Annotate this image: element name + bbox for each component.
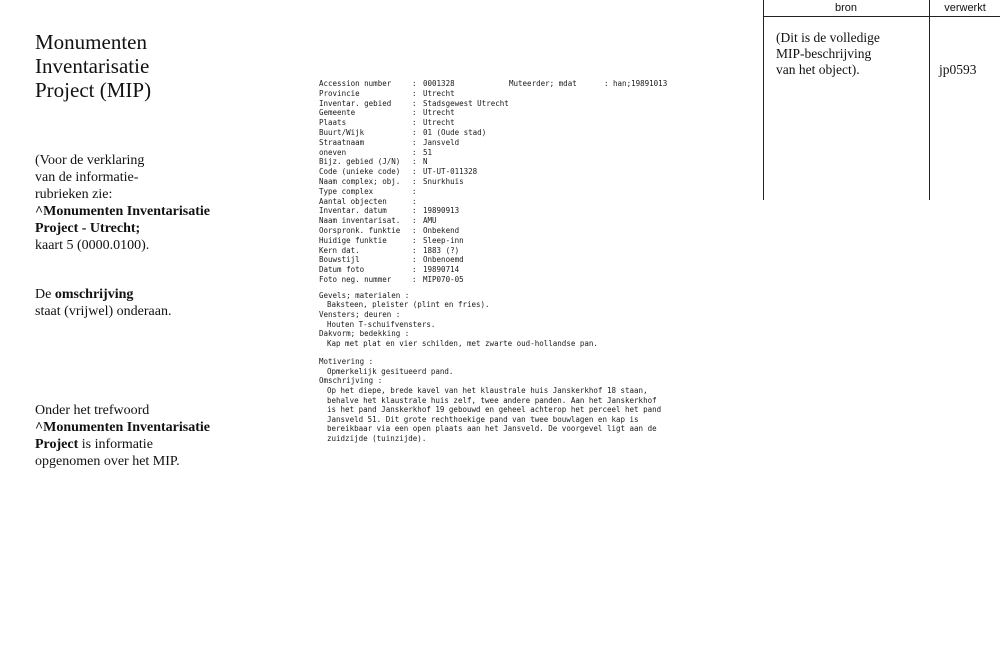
source-box: [763, 0, 1000, 200]
record-row: Kern dat. : 1883 (?): [319, 245, 460, 255]
title-line: Inventarisatie: [35, 54, 150, 78]
record-row: Plaats : Utrecht: [319, 118, 455, 128]
record-row: Foto neg. nummer : MIP070-05: [319, 274, 464, 284]
description-note: [35, 286, 265, 320]
record-row: Huidige funktie : Sleep-inn: [319, 235, 464, 245]
field-value: 19890714: [423, 265, 460, 275]
box-header-line: [763, 16, 1000, 17]
record-row: Inventar. gebied : Stadsgewest Utrecht: [319, 98, 509, 108]
field-label: Aantal objecten: [319, 196, 387, 206]
field-value: AMU: [423, 216, 437, 226]
field-label: Huidige funktie: [319, 235, 387, 245]
field-value: 01 (Oude stad): [423, 127, 487, 137]
field-value: MIP070-05: [423, 274, 464, 284]
keyword-note: [35, 402, 265, 470]
vensters-label: Vensters; deuren :: [319, 309, 401, 319]
record-row: Buurt/Wijk : 01 (Oude stad): [319, 127, 487, 137]
record-row: Gemeente : Utrecht: [319, 108, 455, 118]
record-row: Provincie : Utrecht: [319, 88, 455, 98]
field-label: Inventar. datum: [319, 206, 387, 216]
mutator-label: Muteerder; mdat: [509, 79, 577, 88]
dak-text: Kap met plat en vier schilden, met zwarte oud-hollandse pan.: [327, 338, 598, 348]
record-row: Bijz. gebied (J/N) : N: [319, 157, 428, 167]
box-divider: [929, 0, 930, 200]
field-value: N: [423, 157, 428, 167]
record-row: Type complex :: [319, 186, 417, 196]
omschrijving-line: Op het diepe, brede kavel van het klaustrale huis Janskerkhof 18 staan,: [327, 386, 648, 396]
record-row: Straatnaam : Jansveld: [319, 137, 460, 147]
field-label: Buurt/Wijk: [319, 127, 365, 137]
field-value: 0001328: [423, 79, 455, 88]
note-line: van de informatie-: [35, 170, 139, 185]
verwerkt-header: verwerkt: [944, 2, 986, 14]
field-label: Foto neg. nummer: [319, 274, 392, 284]
note-line: (Voor de verklaring: [35, 153, 145, 168]
field-label: Naam inventarisat.: [319, 216, 401, 226]
field-label: Naam complex; obj.: [319, 176, 401, 186]
bron-line: (Dit is de volledige: [776, 30, 880, 45]
field-label: Oorspronk. funktie: [319, 225, 401, 235]
field-value: 1883 (?): [423, 245, 460, 255]
record-row: Aantal objecten :: [319, 196, 417, 206]
field-value: Onbekend: [423, 225, 460, 235]
field-label: Type complex: [319, 186, 374, 196]
field-value: 51: [423, 147, 433, 157]
field-value: Jansveld: [423, 137, 460, 147]
field-label: Straatnaam: [319, 137, 365, 147]
field-label: Bijz. gebied (J/N): [319, 157, 401, 167]
verwerkt-value: jp0593: [939, 62, 977, 77]
title-line: Project (MIP): [35, 78, 152, 102]
field-value: Utrecht: [423, 88, 455, 98]
record-row: oneven : 51: [319, 147, 433, 157]
record-row: Code (unieke code) : UT-UT-011328: [319, 167, 478, 177]
field-value: Utrecht: [423, 118, 455, 128]
bron-text: [776, 30, 926, 78]
field-label: Datum foto: [319, 265, 365, 275]
field-value: UT-UT-011328: [423, 167, 478, 177]
title-line: Monumenten: [35, 30, 147, 54]
field-label: Kern dat.: [319, 245, 360, 255]
field-value: Onbenoemd: [423, 255, 464, 265]
page-title: [35, 30, 265, 102]
gevels-label: Gevels; materialen :: [319, 290, 410, 300]
note-line: rubrieken zie:: [35, 187, 113, 202]
omschrijving-line: behalve het klaustrale huis zelf, twee andere panden. Aan het Janskerkhof: [327, 395, 657, 405]
omschrijving-line: Jansveld 51. Dit grote rechthoekige pand van twee bouwlagen en kap is: [327, 414, 639, 424]
field-value: Stadsgewest Utrecht: [423, 98, 509, 108]
explanation-note: [35, 152, 265, 254]
bron-header: bron: [834, 2, 858, 14]
gevels-text: Baksteen, pleister (plint en fries).: [327, 300, 490, 310]
field-label: Provincie: [319, 88, 360, 98]
note-link[interactable]: ^Monumenten Inventarisatie: [35, 420, 210, 435]
field-label: Accession number: [319, 79, 392, 88]
box-border-left: [763, 0, 764, 200]
omschrijving-line: bereikbaar via een open plaats aan het Jansveld. De voorgevel ligt aan de: [327, 424, 657, 434]
field-value: Utrecht: [423, 108, 455, 118]
record-card: [319, 79, 739, 444]
record-row: Bouwstijl : Onbenoemd: [319, 255, 464, 265]
field-value: 19890913: [423, 206, 460, 216]
mutator-value: : han;19891013: [604, 79, 668, 88]
note-line: Project is informatie: [35, 437, 153, 452]
note-line: kaart 5 (0000.0100).: [35, 238, 150, 253]
left-column: [35, 30, 265, 469]
record-row: Inventar. datum : 19890913: [319, 206, 460, 216]
note-line: De omschrijving: [35, 287, 134, 302]
vensters-text: Houten T-schuifvensters.: [327, 319, 436, 329]
omschrijving-line: zuidzijde (tuinzijde).: [327, 434, 427, 444]
record-fields: [319, 89, 739, 285]
field-label: Inventar. gebied: [319, 98, 392, 108]
field-label: Gemeente: [319, 108, 356, 118]
note-link[interactable]: ^Monumenten Inventarisatie: [35, 204, 210, 219]
note-link[interactable]: Project - Utrecht;: [35, 221, 141, 236]
record-row: Naam inventarisat. : AMU: [319, 216, 437, 226]
motivering-label: Motivering :: [319, 357, 374, 367]
field-label: Bouwstijl: [319, 255, 360, 265]
record-row: Naam complex; obj. : Snurkhuis: [319, 176, 464, 186]
note-line: opgenomen over het MIP.: [35, 454, 180, 469]
motivering-text: Opmerkelijk gesitueerd pand.: [327, 366, 454, 376]
field-label: Plaats: [319, 118, 347, 128]
omschrijving-label: Omschrijving :: [319, 376, 383, 386]
record-row: Datum foto : 19890714: [319, 265, 460, 275]
field-label: Code (unieke code): [319, 167, 401, 177]
field-label: oneven: [319, 147, 347, 157]
omschrijving-line: is het pand Janskerkhof 19 gebouwd en geheel achterop het perceel het pand: [327, 405, 662, 415]
field-value: Snurkhuis: [423, 176, 464, 186]
record-row-accession: Accession number : 0001328 Muteerder; mdat : han;19891013: [319, 79, 668, 88]
dak-label: Dakvorm; bedekking :: [319, 329, 410, 339]
note-line: Onder het trefwoord: [35, 403, 150, 418]
bron-line: van het object).: [776, 62, 860, 77]
bron-line: MIP-beschrijving: [776, 46, 872, 61]
record-row: Oorspronk. funktie : Onbekend: [319, 225, 460, 235]
field-value: Sleep-inn: [423, 235, 464, 245]
note-line: staat (vrijwel) onderaan.: [35, 304, 172, 319]
